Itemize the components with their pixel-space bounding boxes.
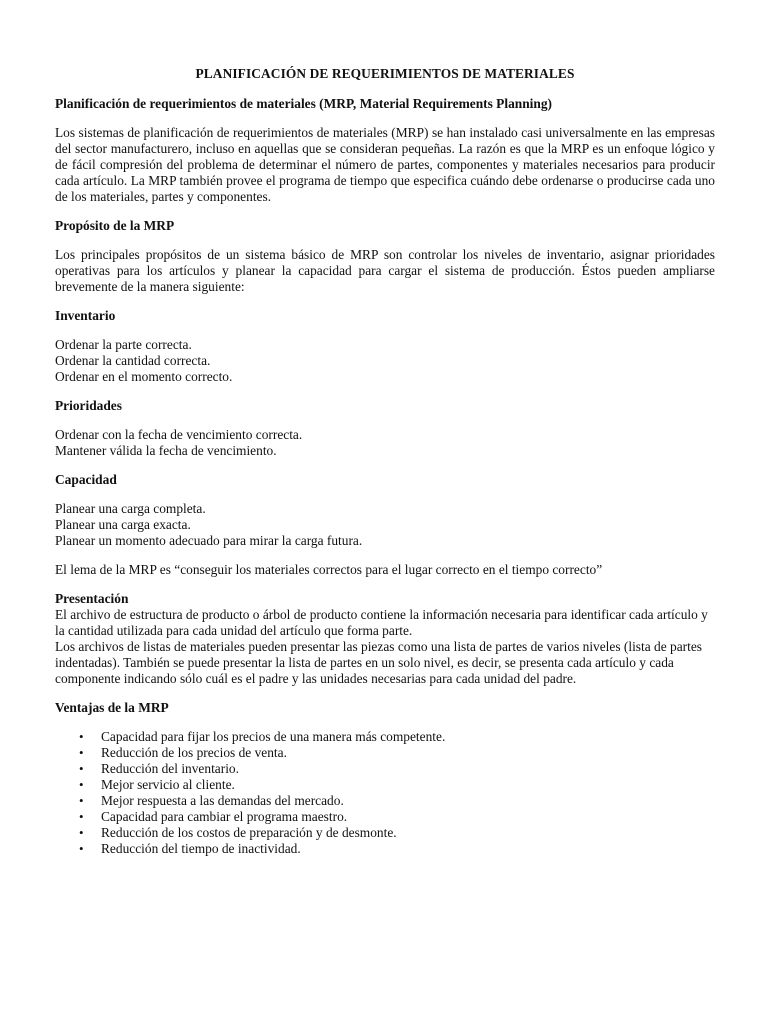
list-item-text: Reducción de los costos de preparación y de desmonte. bbox=[101, 825, 397, 840]
document-title: PLANIFICACIÓN DE REQUERIMIENTOS DE MATERIALES bbox=[195, 66, 575, 81]
presentation-paragraph-1: El archivo de estructura de producto o árbol de producto contiene la información necesaria para identificar cada artículo y la cantidad utilizada para cada unidad del artículo que forma parte. bbox=[55, 607, 708, 638]
priorities-list bbox=[55, 427, 715, 459]
bullet-icon: • bbox=[79, 825, 84, 840]
document-page bbox=[55, 66, 715, 857]
list-item-text: Reducción del inventario. bbox=[101, 761, 239, 776]
list-item-text: Reducción de los precios de venta. bbox=[101, 745, 287, 760]
inventory-line: Ordenar la parte correcta. bbox=[55, 337, 192, 352]
capacity-list bbox=[55, 501, 715, 549]
list-item-text: Capacidad para cambiar el programa maestro. bbox=[101, 809, 348, 824]
intro-paragraph: Los sistemas de planificación de requerimientos de materiales (MRP) se han instalado casi universalmente en las empresas del sector manufacturero, incluso en aquellas que se consideran pequeñas. La razón es que la MRP es un enfoque lógico y de fácil compresión del problema de determinar el número de partes, componentes y materiales necesarios para producir cada artículo. La MRP también provee el programa de tiempo que especifica cuándo debe ordenarse o producirse cada uno de los materiales, partes y componentes. bbox=[55, 125, 715, 204]
priorities-line: Ordenar con la fecha de vencimiento correcta. bbox=[55, 427, 303, 442]
capacity-line: Planear una carga completa. bbox=[55, 501, 206, 516]
bullet-icon: • bbox=[79, 841, 84, 856]
list-item bbox=[55, 761, 715, 777]
purpose-paragraph: Los principales propósitos de un sistema básico de MRP son controlar los niveles de inventario, asignar prioridades operativas para los artículos y planear la capacidad para cargar el sistema de producción. Éstos pueden ampliarse brevemente de la manera siguiente: bbox=[55, 247, 715, 294]
presentation-heading: Presentación bbox=[55, 591, 129, 606]
bullet-icon: • bbox=[79, 793, 84, 808]
list-item bbox=[55, 777, 715, 793]
list-item-text: Mejor respuesta a las demandas del mercado. bbox=[101, 793, 344, 808]
presentation-paragraph-2: Los archivos de listas de materiales pueden presentar las piezas como una lista de partes de varios niveles (lista de partes indentadas). También se puede presentar la lista de partes en un solo nivel, es decir, se presenta cada artículo y cada componente indicando sólo cuál es el padre y las unidades necesarias para cada unidad del padre. bbox=[55, 639, 702, 686]
capacity-line: Planear una carga exacta. bbox=[55, 517, 191, 532]
bullet-icon: • bbox=[79, 729, 84, 744]
inventory-list bbox=[55, 337, 715, 385]
inventory-line: Ordenar la cantidad correcta. bbox=[55, 353, 211, 368]
list-item bbox=[55, 745, 715, 761]
motto-paragraph: El lema de la MRP es “conseguir los materiales correctos para el lugar correcto en el tiempo correcto” bbox=[55, 562, 603, 577]
inventory-heading: Inventario bbox=[55, 308, 116, 323]
capacity-line: Planear un momento adecuado para mirar la carga futura. bbox=[55, 533, 363, 548]
bullet-icon: • bbox=[79, 745, 84, 760]
bullet-icon: • bbox=[79, 761, 84, 776]
capacity-heading: Capacidad bbox=[55, 472, 117, 487]
advantages-list bbox=[55, 729, 715, 857]
purpose-heading: Propósito de la MRP bbox=[55, 218, 175, 233]
priorities-heading: Prioridades bbox=[55, 398, 122, 413]
inventory-line: Ordenar en el momento correcto. bbox=[55, 369, 233, 384]
list-item bbox=[55, 841, 715, 857]
priorities-line: Mantener válida la fecha de vencimiento. bbox=[55, 443, 277, 458]
bullet-icon: • bbox=[79, 809, 84, 824]
presentation-section bbox=[55, 591, 715, 687]
list-item bbox=[55, 793, 715, 809]
list-item-text: Capacidad para fijar los precios de una manera más competente. bbox=[101, 729, 446, 744]
list-item-text: Mejor servicio al cliente. bbox=[101, 777, 235, 792]
bullet-icon: • bbox=[79, 777, 84, 792]
list-item bbox=[55, 809, 715, 825]
list-item-text: Reducción del tiempo de inactividad. bbox=[101, 841, 301, 856]
document-subtitle: Planificación de requerimientos de materiales (MRP, Material Requirements Planning) bbox=[55, 96, 552, 111]
list-item bbox=[55, 729, 715, 745]
advantages-heading: Ventajas de la MRP bbox=[55, 700, 169, 715]
list-item bbox=[55, 825, 715, 841]
